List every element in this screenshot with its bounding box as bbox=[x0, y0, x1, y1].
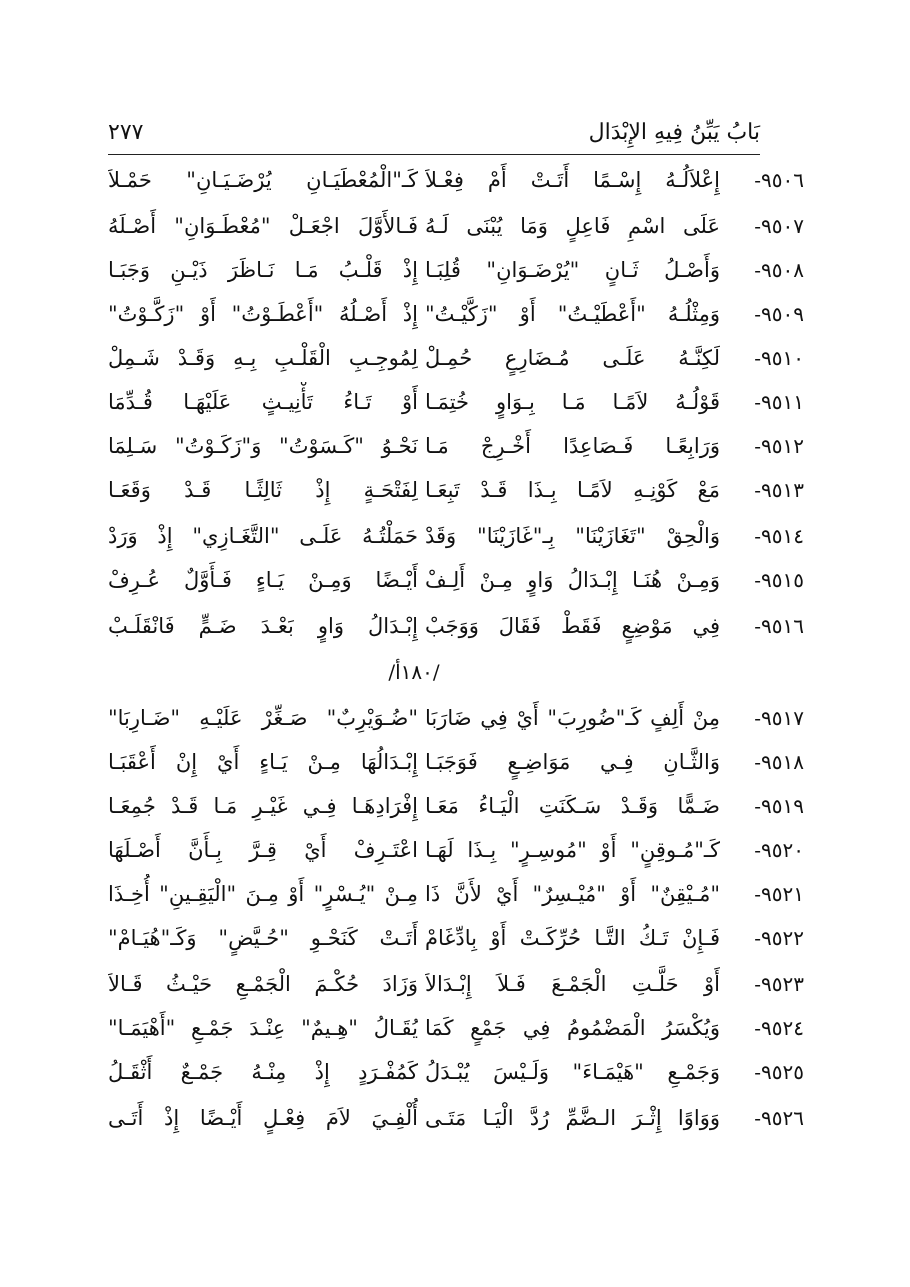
verse-first-hemistich: مَعْ كَوْنِـهِ لاَمًـا بِـذَا قَـدْ تَبِعَـا bbox=[425, 478, 720, 502]
verse-first-hemistich: فِي مَوْضِعٍ فَقَطْ فَقَالَ وَوَجَبْ bbox=[425, 614, 720, 638]
verse-first-hemistich: ضَـمًّا وَقَـدْ سَـكَنَتِ الْيَـاءُ مَعَـا bbox=[425, 794, 720, 818]
verse-second-hemistich: إِبْـدَالُهَا مِـنْ يَـاءٍ أَيْ إِنْ أَعْقَبَـا bbox=[108, 750, 418, 774]
folio-mark: /١٨٠أ/ bbox=[388, 660, 440, 684]
verse-row bbox=[108, 426, 804, 466]
page-number: ٢٧٧ bbox=[108, 120, 144, 145]
verse-number: ٩٥١٥- bbox=[754, 568, 804, 592]
verse-second-hemistich: أُلْفِـيَ لاَمَ فِعْـلٍ أَيْـضًا إِذْ أَتَـى bbox=[108, 1106, 418, 1130]
verse-second-hemistich: أَوْ تَـاءُ تَأْنِيـثٍ عَلَيْهَـا قُـدِّمَا bbox=[108, 390, 418, 414]
verse-number: ٩٥٢٠- bbox=[754, 838, 804, 862]
verse-row bbox=[108, 1052, 804, 1092]
verse-second-hemistich: يُقَـالُ "هِـيمٌ" عِنْـدَ جَمْـعِ "أَهْيَمَـا" bbox=[108, 1016, 418, 1040]
verse-first-hemistich: وَرَابِعًـا فَـصَاعِدًا أَخْـرِجْ مَـا bbox=[425, 434, 720, 458]
verse-second-hemistich: لِمُوجِـبِ الْقَلْـبِ بِـهِ وَقَـدْ شَـمِلْ bbox=[108, 346, 418, 370]
verse-number: ٩٥١٠- bbox=[754, 346, 804, 370]
verse-second-hemistich: حَمَلْتُـهُ عَلَـى "التَّغَـازِي" إِذْ وَرَدْ bbox=[108, 524, 418, 548]
verse-row bbox=[108, 1098, 804, 1138]
verse-first-hemistich: وَيُكْسَرُ الْمَضْمُومُ فِي جَمْعٍ كَمَا bbox=[425, 1016, 720, 1040]
verse-number: ٩٥١٩- bbox=[754, 794, 804, 818]
verse-row bbox=[108, 382, 804, 422]
verse-second-hemistich: "ضُـوَيْرِبٌ" صَـغِّرْ عَلَيْـهِ "ضَـارِبَا" bbox=[108, 706, 418, 730]
verse-first-hemistich: كَـ"مُـوقِنٍ" أَوْ "مُوسِـرٍ" بِـذَا لَهَـا bbox=[425, 838, 720, 862]
verse-second-hemistich: فَـالأَوَّلَ اجْعَـلْ "مُعْطَـوَانِ" أَصْـلَهُ bbox=[108, 214, 418, 238]
verse-row bbox=[108, 338, 804, 378]
verse-second-hemistich: اعْتَـرِفْ أَيْ قِـرَّ بِـأَنَّ أَصْـلَهَا bbox=[108, 838, 418, 862]
verse-first-hemistich: وَمِثْلُـهُ "أَعْطَيْـتُ" أَوْ "زَكَّيْـتُ" bbox=[425, 302, 720, 326]
verse-row bbox=[108, 560, 804, 600]
verse-number: ٩٥٢٢- bbox=[754, 926, 804, 950]
verse-number: ٩٥٢٤- bbox=[754, 1016, 804, 1040]
verse-second-hemistich: إِبْـدَالُ وَاوٍ بَعْـدَ ضَـمٍّ فَانْقَلَـبْ bbox=[108, 614, 418, 638]
verse-row bbox=[108, 874, 804, 914]
verse-second-hemistich: نَحْـوُ "كَـسَوْتُ" وَ"زَكَـوْتُ" سَـلِمَا bbox=[108, 434, 418, 458]
verse-row bbox=[108, 160, 804, 200]
verse-row bbox=[108, 250, 804, 290]
verse-second-hemistich: مِـنْ "يُـسْرٍ" أَوْ مِـنَ "الْيَقِـينِ" أُخِـذَا bbox=[108, 882, 418, 906]
verse-second-hemistich: أَيْـضًا وَمِـنْ يَـاءٍ فَـأَوَّلٌ عُـرِفْ bbox=[108, 568, 418, 592]
verse-second-hemistich: أَتَـتْ كَنَحْـوِ "حُـيَّضٍ" وَكَـ"هُيَـامْ" bbox=[108, 926, 418, 950]
verse-first-hemistich: لَكِنَّـهُ عَلَـى مُـضَارِعٍ حُمِـلْ bbox=[425, 346, 720, 370]
verse-first-hemistich: وَجَمْـعِ "هَيْمَـاءَ" وَلَـيْسَ يُبْـدَلُ bbox=[425, 1060, 720, 1084]
verse-row bbox=[108, 206, 804, 246]
verse-row bbox=[108, 470, 804, 510]
verse-second-hemistich: إِذْ أَصْـلُهُ "أَعْطَـوْتُ" أَوْ "زَكَّـوْتُ" bbox=[108, 302, 418, 326]
verse-row bbox=[108, 1008, 804, 1048]
verse-row bbox=[108, 786, 804, 826]
verse-row bbox=[108, 918, 804, 958]
verse-number: ٩٥٢١- bbox=[754, 882, 804, 906]
verse-number: ٩٥١٣- bbox=[754, 478, 804, 502]
verse-number: ٩٥١٧- bbox=[754, 706, 804, 730]
verse-row bbox=[108, 698, 804, 738]
verse-number: ٩٥١٨- bbox=[754, 750, 804, 774]
verse-number: ٩٥٢٦- bbox=[754, 1106, 804, 1130]
verse-first-hemistich: "مُـيْقِنٌ" أَوْ "مُيْـسِرٌ" أَيْ لأَنَّ ذَا bbox=[425, 882, 720, 906]
verse-row bbox=[108, 830, 804, 870]
verse-first-hemistich: قَوْلُـهُ لاَمًـا مَـا بِـوَاوٍ خُتِمَـا bbox=[425, 390, 720, 414]
verse-row bbox=[108, 742, 804, 782]
verse-number: ٩٥١٤- bbox=[754, 524, 804, 548]
verse-second-hemistich: لِفَتْحَـةٍ إِذْ ثَالِثًـا قَـدْ وَقَعَـا bbox=[108, 478, 418, 502]
verse-second-hemistich: إِفْرَادِهَـا فِـي غَيْـرِ مَـا قَـدْ جُمِعَـا bbox=[108, 794, 418, 818]
verse-list bbox=[108, 0, 804, 1287]
verse-number: ٩٥١٢- bbox=[754, 434, 804, 458]
verse-first-hemistich: إِعْلاَلُـهُ إِسْـمًا أَتَـتْ أَمْ فِعْـلاَ bbox=[425, 168, 720, 192]
verse-second-hemistich: إِذْ قَلْـبُ مَـا نَـاظَرَ ذَيْـنِ وَجَبَـا bbox=[108, 258, 418, 282]
verse-number: ٩٥٠٦- bbox=[754, 168, 804, 192]
verse-second-hemistich: وَزَادَ حُكْـمَ الْجَمْـعِ حَيْـثُ قَـالاَ bbox=[108, 972, 418, 996]
verse-row bbox=[108, 516, 804, 556]
verse-first-hemistich: فَـإِنْ تَـكُ التَّـا حُرِّكَـتْ أَوْ بِادِّغَامْ bbox=[425, 926, 720, 950]
verse-number: ٩٥٢٣- bbox=[754, 972, 804, 996]
verse-first-hemistich: وَالثَّـانِ فِـي مَوَاضِـعٍ فَوَجَبَـا bbox=[425, 750, 720, 774]
verse-first-hemistich: وَالْحِقْ "تَغَازَيْنَا" بِـ"غَازَيْنَا" وَقَدْ bbox=[425, 524, 720, 548]
verse-first-hemistich: وَأَصْـلُ ثَـانٍ "يُرْضَـوَانِ" قُلِبَـا bbox=[425, 258, 720, 282]
verse-first-hemistich: وَوَاوًا إِثْـرَ الـضَّمِّ رُدَّ الْيَـا مَتَـى bbox=[425, 1106, 720, 1130]
verse-number: ٩٥٠٩- bbox=[754, 302, 804, 326]
verse-second-hemistich: كَـ"الْمُعْطَيَـانِ يُرْضَـيَـانِ" حَمْـلاَ bbox=[108, 168, 418, 192]
verse-second-hemistich: كَمُفْـرَدٍ إِذْ مِنْـهُ جَمْـعٌ أَثْقَـلُ bbox=[108, 1060, 418, 1084]
verse-row bbox=[108, 964, 804, 1004]
verse-row bbox=[108, 606, 804, 646]
verse-row bbox=[108, 294, 804, 334]
verse-first-hemistich: وَمِـنْ هُنَـا إِبْـدَالُ وَاوٍ مِـنْ أَلِـفْ bbox=[425, 568, 720, 592]
verse-first-hemistich: عَلَى اسْمِ فَاعِلٍ وَمَا يُبْنَى لَـهُ bbox=[425, 214, 720, 238]
verse-number: ٩٥٠٧- bbox=[754, 214, 804, 238]
verse-number: ٩٥٠٨- bbox=[754, 258, 804, 282]
verse-first-hemistich: أَوْ حَلَّـتِ الْجَمْـعَ فَـلاَ إِبْـدَالاَ bbox=[425, 972, 720, 996]
verse-number: ٩٥٢٥- bbox=[754, 1060, 804, 1084]
verse-number: ٩٥١٦- bbox=[754, 614, 804, 638]
verse-first-hemistich: مِنْ أَلِفٍ كَـ"ضُورِبَ" أَيْ فِي ضَارَبَا bbox=[425, 706, 720, 730]
running-title: بَابُ يَبِّنُ فِيهِ الإِبْدَال bbox=[588, 120, 760, 145]
verse-number: ٩٥١١- bbox=[754, 390, 804, 414]
